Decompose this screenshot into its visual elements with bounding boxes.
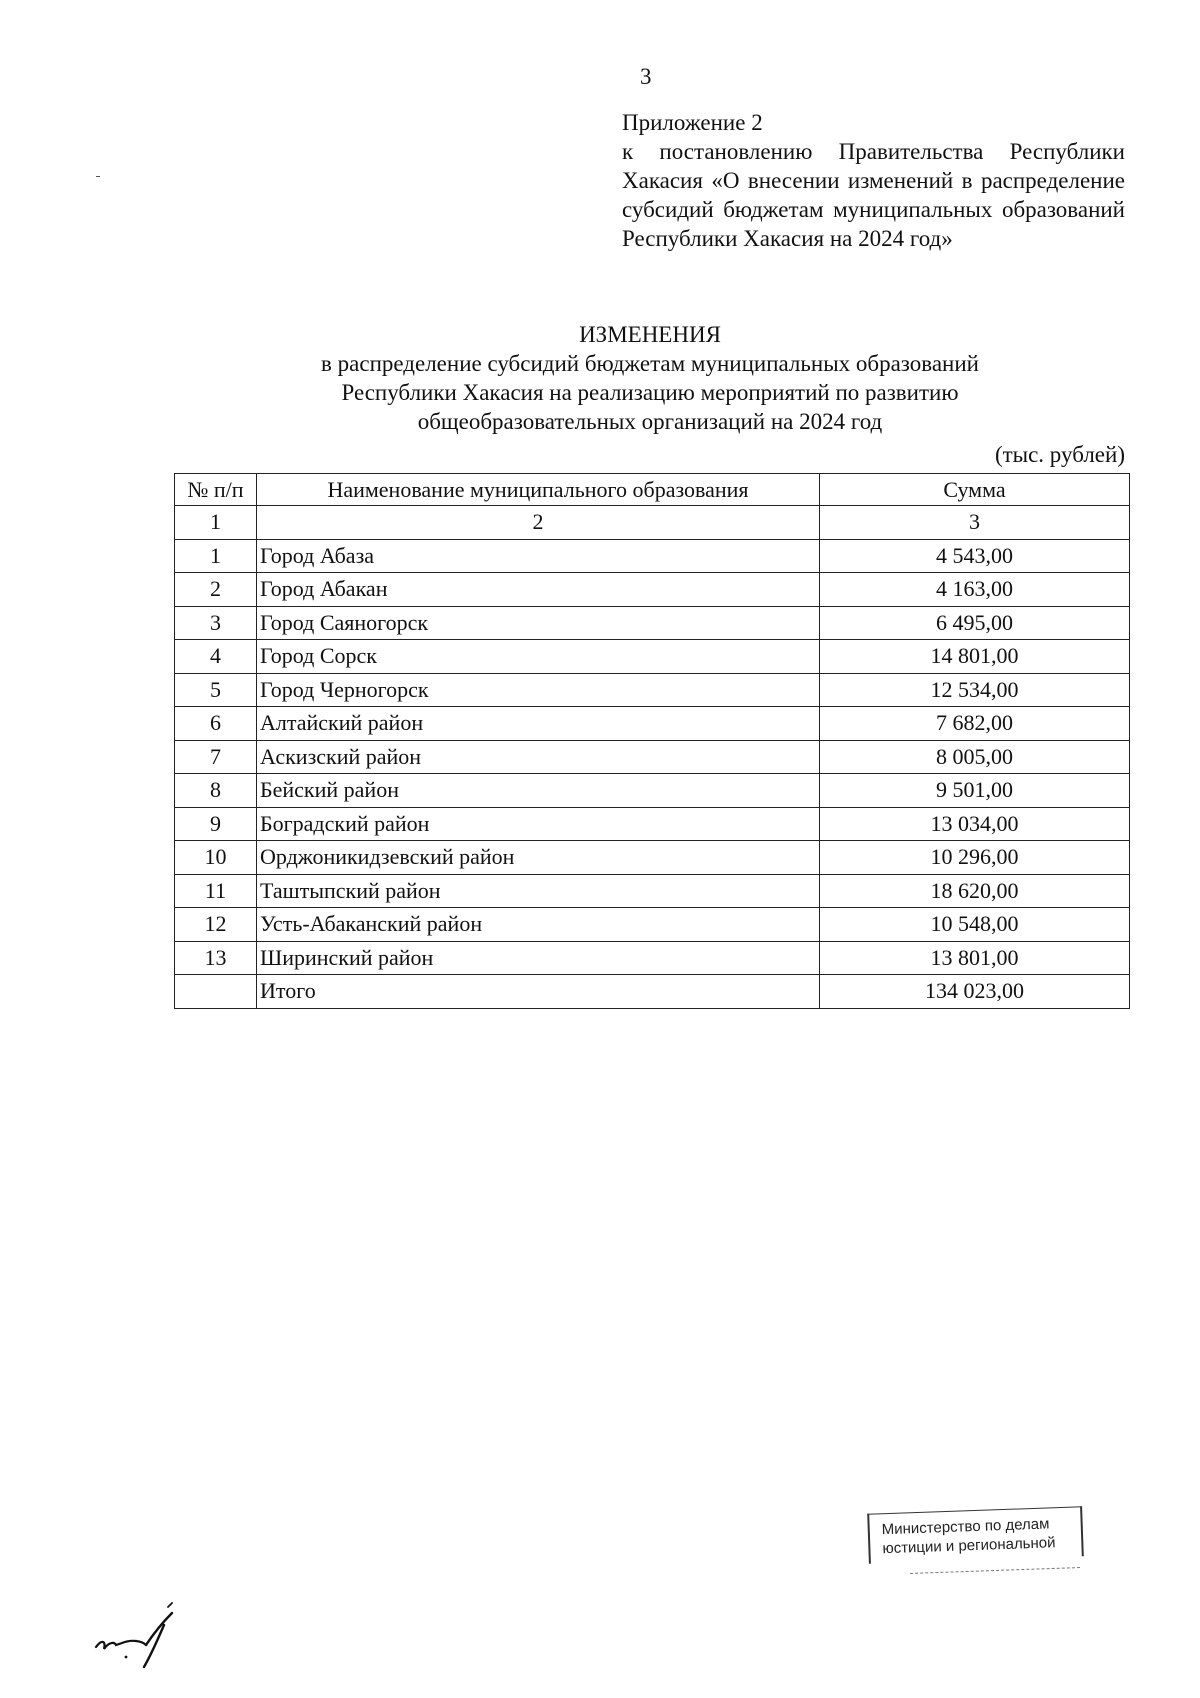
row-sum: 9 501,00	[820, 774, 1130, 808]
row-sum: 14 801,00	[820, 640, 1130, 674]
row-name: Боградский район	[257, 807, 820, 841]
row-sum: 4 163,00	[820, 573, 1130, 607]
column-number-2: 2	[257, 506, 820, 540]
row-number: 9	[175, 807, 257, 841]
row-sum: 10 296,00	[820, 841, 1130, 875]
heading-line-2: Республики Хакасия на реализацию мероприятий по развитию	[341, 380, 959, 405]
row-name: Город Абаза	[257, 539, 820, 573]
total-sum: 134 023,00	[820, 975, 1130, 1009]
row-number: 11	[175, 874, 257, 908]
row-name: Аскизский район	[257, 740, 820, 774]
row-number: 13	[175, 941, 257, 975]
table-row	[175, 539, 1130, 573]
page-number: 3	[640, 64, 652, 89]
heading-line-3: общеобразовательных организаций на 2024 год	[417, 409, 883, 434]
row-name: Город Черногорск	[257, 673, 820, 707]
column-number-1: 1	[175, 506, 257, 540]
table-row	[175, 941, 1130, 975]
units-label: (тыс. рублей)	[994, 442, 1125, 467]
ministry-stamp	[867, 1506, 1084, 1563]
signature-icon	[92, 1595, 202, 1675]
total-label: Итого	[257, 975, 820, 1009]
row-sum: 8 005,00	[820, 740, 1130, 774]
total-number	[175, 975, 257, 1009]
table-row	[175, 640, 1130, 674]
header-name: Наименование муниципального образования	[257, 474, 820, 506]
heading-title: ИЗМЕНЕНИЯ	[579, 322, 721, 347]
row-sum: 7 682,00	[820, 707, 1130, 741]
table-row	[175, 874, 1130, 908]
stamp-line-1: Министерство по делам	[881, 1515, 1050, 1539]
table-row	[175, 707, 1130, 741]
row-name: Таштыпский район	[257, 874, 820, 908]
appendix-text: к постановлению Правительства Республики Хакасия «О внесении изменений в распределение субсидий бюджетам муниципальных образований Республики Хакасия на 2024 год»	[622, 139, 1125, 251]
table-row	[175, 673, 1130, 707]
table-row	[175, 573, 1130, 607]
row-sum: 18 620,00	[820, 874, 1130, 908]
header-sum: Сумма	[820, 474, 1130, 506]
row-sum: 13 801,00	[820, 941, 1130, 975]
subsidies-table	[174, 473, 1130, 1009]
row-name: Город Абакан	[257, 573, 820, 607]
column-number-row	[175, 506, 1130, 540]
row-name: Алтайский район	[257, 707, 820, 741]
row-number: 12	[175, 908, 257, 942]
row-sum: 4 543,00	[820, 539, 1130, 573]
table-header-row	[175, 474, 1130, 506]
appendix-title: Приложение 2	[622, 110, 763, 135]
row-number: 10	[175, 841, 257, 875]
margin-mark	[96, 176, 100, 177]
stamp-line-2: юстиции и региональной	[882, 1534, 1056, 1558]
table-row	[175, 841, 1130, 875]
row-number: 8	[175, 774, 257, 808]
row-sum: 10 548,00	[820, 908, 1130, 942]
row-sum: 12 534,00	[820, 673, 1130, 707]
table-row	[175, 740, 1130, 774]
table-row	[175, 606, 1130, 640]
row-name: Город Саяногорск	[257, 606, 820, 640]
column-number-3: 3	[820, 506, 1130, 540]
row-name: Бейский район	[257, 774, 820, 808]
row-number: 4	[175, 640, 257, 674]
row-name: Усть-Абаканский район	[257, 908, 820, 942]
table-row	[175, 908, 1130, 942]
table-row	[175, 807, 1130, 841]
heading-line-1: в распределение субсидий бюджетам муниципальных образований	[321, 351, 979, 376]
row-number: 7	[175, 740, 257, 774]
appendix-block	[622, 108, 1125, 253]
row-number: 6	[175, 707, 257, 741]
stamp-dotted-line	[910, 1567, 1080, 1574]
row-number: 5	[175, 673, 257, 707]
row-name: Орджоникидзевский район	[257, 841, 820, 875]
row-name: Ширинский район	[257, 941, 820, 975]
document-heading	[220, 320, 1080, 436]
row-number: 3	[175, 606, 257, 640]
header-number: № п/п	[175, 474, 257, 506]
row-number: 2	[175, 573, 257, 607]
table-row	[175, 774, 1130, 808]
row-sum: 6 495,00	[820, 606, 1130, 640]
total-row	[175, 975, 1130, 1009]
row-number: 1	[175, 539, 257, 573]
row-sum: 13 034,00	[820, 807, 1130, 841]
row-name: Город Сорск	[257, 640, 820, 674]
